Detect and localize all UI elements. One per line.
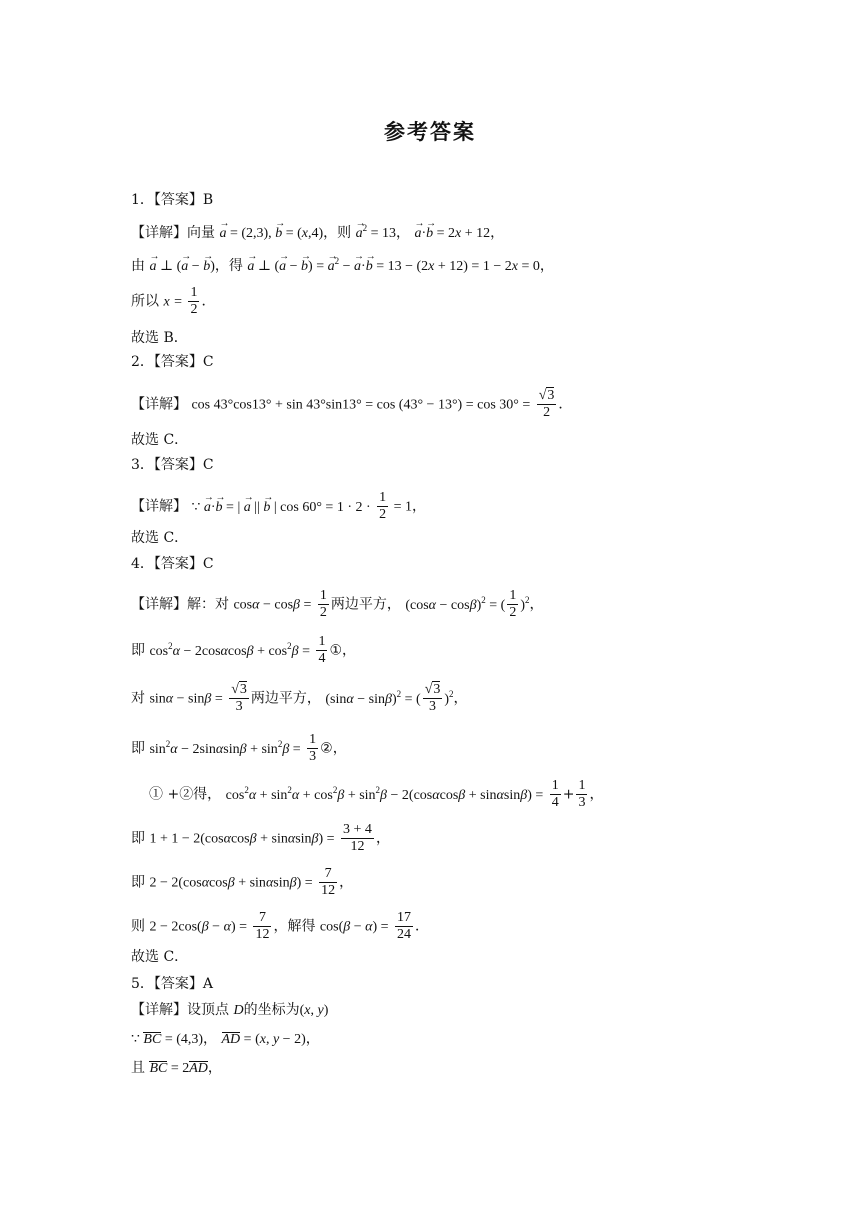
q5-answer: 5．【答案】A bbox=[131, 976, 214, 992]
q4-detail-line-5: ① +②得， $\cos^2\alpha + \sin^2\alpha + \cos^2\beta + \sin^2\beta - 2(\cos\alpha\cos\beta + \sin\alpha\sin\beta)$ = $\frac{1}{4}$ + $\frac{1}{3}$ ， bbox=[149, 778, 604, 810]
q4-detail-line-3: 对 sinα − sinβ = $\frac{√3}{3}$ 两边平方， $(\sin\alpha - \sin\beta)^2$ = ( $\frac{√3}{3}$ )$^2$， bbox=[131, 682, 468, 714]
q1-detail-line-3: 所以 x = $\frac{1}{2}$ ． bbox=[131, 285, 216, 317]
q5-detail-line-3: 且 BC = 2AD， bbox=[131, 1060, 222, 1076]
q5-detail-line-2: ∵ BC = (4,3)， AD = (x, y − 2)， bbox=[131, 1031, 320, 1047]
q1-detail-line-1: 【详解】向量 → a = (2,3), → b = (x,4)，则 → $a^2 = 13$， → a·→ b = 2x + 12， bbox=[131, 218, 504, 244]
q3-answer: 3．【答案】C bbox=[131, 457, 214, 473]
q3-detail: 【详解】 ∵ → a·→ b = | → a || → b | cos 60° = 1 · 2 · $\frac{1}{2}$ = 1， bbox=[131, 490, 426, 523]
q4-detail-line-2: 即 $\cos^2\alpha - 2\cos\alpha\cos\beta + \cos^2\beta$ = $\frac{1}{4}$ ①， bbox=[131, 634, 357, 666]
q4-conclusion: 故选 C． bbox=[131, 949, 189, 965]
q1-detail-line-2: 由 → a ⊥ (→ a − → b)，得 → a ⊥ (→ a − → b) = → $a^2$ − → a·→ b = 13 − (2x + 12) = 1 − 2x = 0， bbox=[131, 251, 554, 277]
page-title: 参考答案 bbox=[384, 120, 476, 144]
q4-detail-line-8: 则 2 − 2cos(β − α) = $\frac{7}{12}$ ，解得 cos(β − α) = $\frac{17}{24}$ ． bbox=[131, 910, 429, 942]
q3-conclusion: 故选 C． bbox=[131, 530, 189, 546]
q4-answer: 4．【答案】C bbox=[131, 556, 214, 572]
q4-detail-line-1: 【详解】解：对 cosα − cosβ = $\frac{1}{2}$ 两边平方， $(\cos\alpha - \cos\beta)^2$ = ( $\frac{1}{2}$ )$^2$， bbox=[131, 588, 544, 620]
q1-conclusion: 故选 B． bbox=[131, 330, 188, 346]
q4-detail-line-4: 即 $\sin^2\alpha - 2\sin\alpha\sin\beta + \sin^2\beta$ = $\frac{1}{3}$ ②， bbox=[131, 732, 347, 764]
q4-detail-line-6: 即 1 + 1 − 2(cosαcosβ + sinαsinβ) = $\frac{3 + 4}{12}$ ， bbox=[131, 822, 390, 854]
q1-answer: 1．【答案】B bbox=[131, 192, 214, 208]
q2-conclusion: 故选 C． bbox=[131, 432, 189, 448]
q2-answer: 2．【答案】C bbox=[131, 354, 214, 370]
q5-detail-line-1: 【详解】设顶点 D的坐标为(x, y) bbox=[131, 1002, 329, 1018]
q2-detail: 【详解】 cos 43°cos13° + sin 43°sin13° = cos (43° − 13°) = cos 30° = $\frac{√3}{2}$ ． bbox=[131, 388, 573, 420]
q4-detail-line-7: 即 2 − 2(cosαcosβ + sinαsinβ) = $\frac{7}{12}$ ， bbox=[131, 866, 354, 898]
